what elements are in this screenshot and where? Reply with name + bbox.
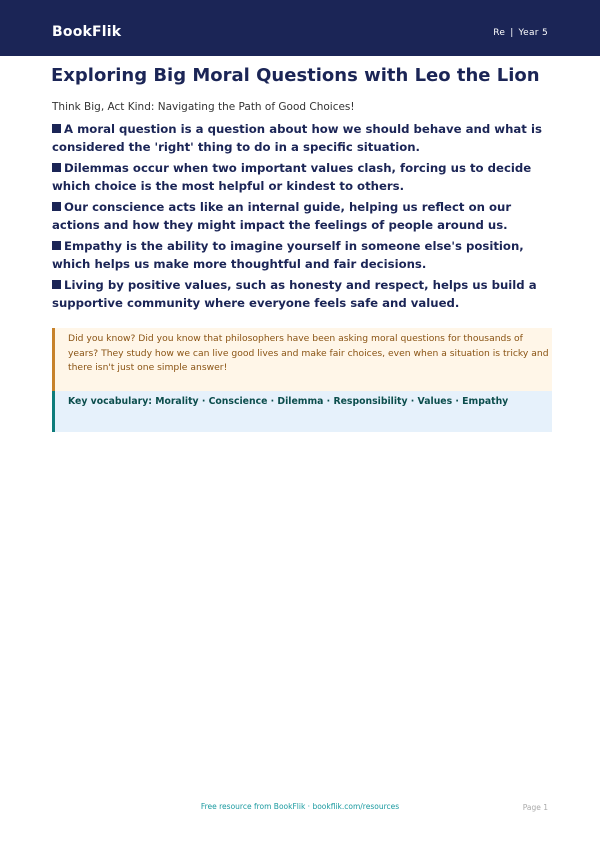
square-bullet-icon bbox=[52, 202, 61, 211]
page-title: Exploring Big Moral Questions with Leo the Lion bbox=[51, 65, 540, 86]
key-point bbox=[52, 199, 552, 234]
key-points-list bbox=[52, 121, 552, 316]
square-bullet-icon bbox=[52, 280, 61, 289]
square-bullet-icon bbox=[52, 163, 61, 172]
key-point-text: Living by positive values, such as honesty and respect, helps us build a supportive community where everyone feels safe and valued. bbox=[52, 278, 537, 310]
did-you-know-callout: Did you know? Did you know that philosophers have been asking moral questions for thousands of years? They study how we can live good lives and make fair choices, even when a situation is tricky and there isn't just one simple answer! bbox=[52, 328, 552, 394]
year-label: Year 5 bbox=[518, 28, 548, 38]
key-point-text: Dilemmas occur when two important values clash, forcing us to decide which choice is the most helpful or kindest to others. bbox=[52, 161, 532, 193]
page-number: Page 1 bbox=[522, 803, 548, 812]
brand-logo[interactable]: BookFlik bbox=[52, 24, 122, 40]
key-point bbox=[52, 277, 552, 312]
key-point-text: Our conscience acts like an internal guide, helping us reflect on our actions and how they might impact the feelings of people around us. bbox=[52, 200, 512, 232]
key-point bbox=[52, 121, 552, 156]
header-meta bbox=[493, 28, 548, 38]
key-point-text: Empathy is the ability to imagine yourself in someone else's position, which helps us make more thoughtful and fair decisions. bbox=[52, 239, 524, 271]
page-header bbox=[0, 0, 600, 56]
key-vocabulary-box: Key vocabulary: Morality · Conscience · Dilemma · Responsibility · Values · Empathy bbox=[52, 391, 552, 432]
key-point-text: A moral question is a question about how we should behave and what is considered the 'right' thing to do in a specific situation. bbox=[52, 122, 542, 154]
meta-separator: | bbox=[510, 28, 514, 38]
square-bullet-icon bbox=[52, 124, 61, 133]
footer-link[interactable]: Free resource from BookFlik · bookflik.com/resources bbox=[200, 802, 400, 811]
key-point bbox=[52, 160, 552, 195]
subject-label: Re bbox=[493, 28, 506, 38]
key-point bbox=[52, 238, 552, 273]
page-subtitle: Think Big, Act Kind: Navigating the Path of Good Choices! bbox=[52, 101, 355, 113]
square-bullet-icon bbox=[52, 241, 61, 250]
